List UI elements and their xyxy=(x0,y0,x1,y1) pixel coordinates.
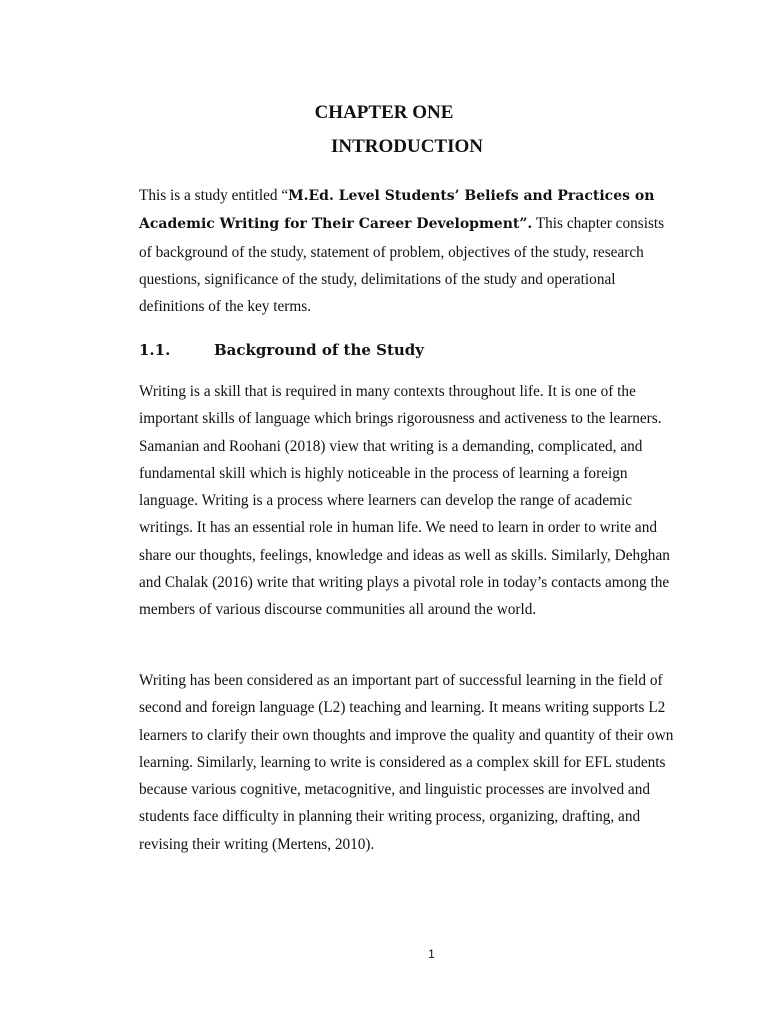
body-paragraph: Writing has been considered as an important part of successful learning in the field of second and foreign language (L2) teaching and learning. It means writing supports L2 learners to clarify their own thoughts and improve the quality and quantity of their own learning. Similarly, learning to write is considered as a complex skill for EFL students because various cognitive, metacognitive, and linguistic processes are involved and students face difficulty in planning their writing process, organizing, drafting, and revising their writing (Mertens, 2010). xyxy=(139,672,674,853)
intro-rest-text: This chapter consists of background of the study, statement of problem, objectives of the study, research questions, significance of the study, delimitations of the study and operational definitions of the key terms. xyxy=(139,215,665,316)
chapter-title-heading: INTRODUCTION xyxy=(330,136,484,157)
intro-paragraph xyxy=(139,182,675,320)
section-heading xyxy=(139,339,675,361)
intro-lead-text: This is a study entitled “ xyxy=(139,187,289,204)
chapter-number-heading: CHAPTER ONE xyxy=(314,102,454,123)
section-title: Background of the Study xyxy=(214,341,424,359)
body-paragraph: Writing is a skill that is required in many contexts throughout life. It is one of the important skills of language which brings rigorousness and activeness to the learners. Samanian and Roohani (2018) view that writing is a demanding, complicated, and fundamental skill which is highly noticeable in the process of learning a foreign language. Writing is a process where learners can develop the range of academic writings. It has an essential role in human life. We need to learn in order to write and share our thoughts, feelings, knowledge and ideas as well as skills. Similarly, Dehghan and Chalak (2016) write that writing plays a pivotal role in today’s contacts among the members of various discourse communities all around the world. xyxy=(139,383,670,619)
page-number: 1 xyxy=(428,947,435,961)
section-number: 1.1. xyxy=(139,341,171,359)
study-title: M.Ed. Level Students’ Beliefs and Practices on Academic Writing for Their Career Development”. xyxy=(139,188,655,233)
